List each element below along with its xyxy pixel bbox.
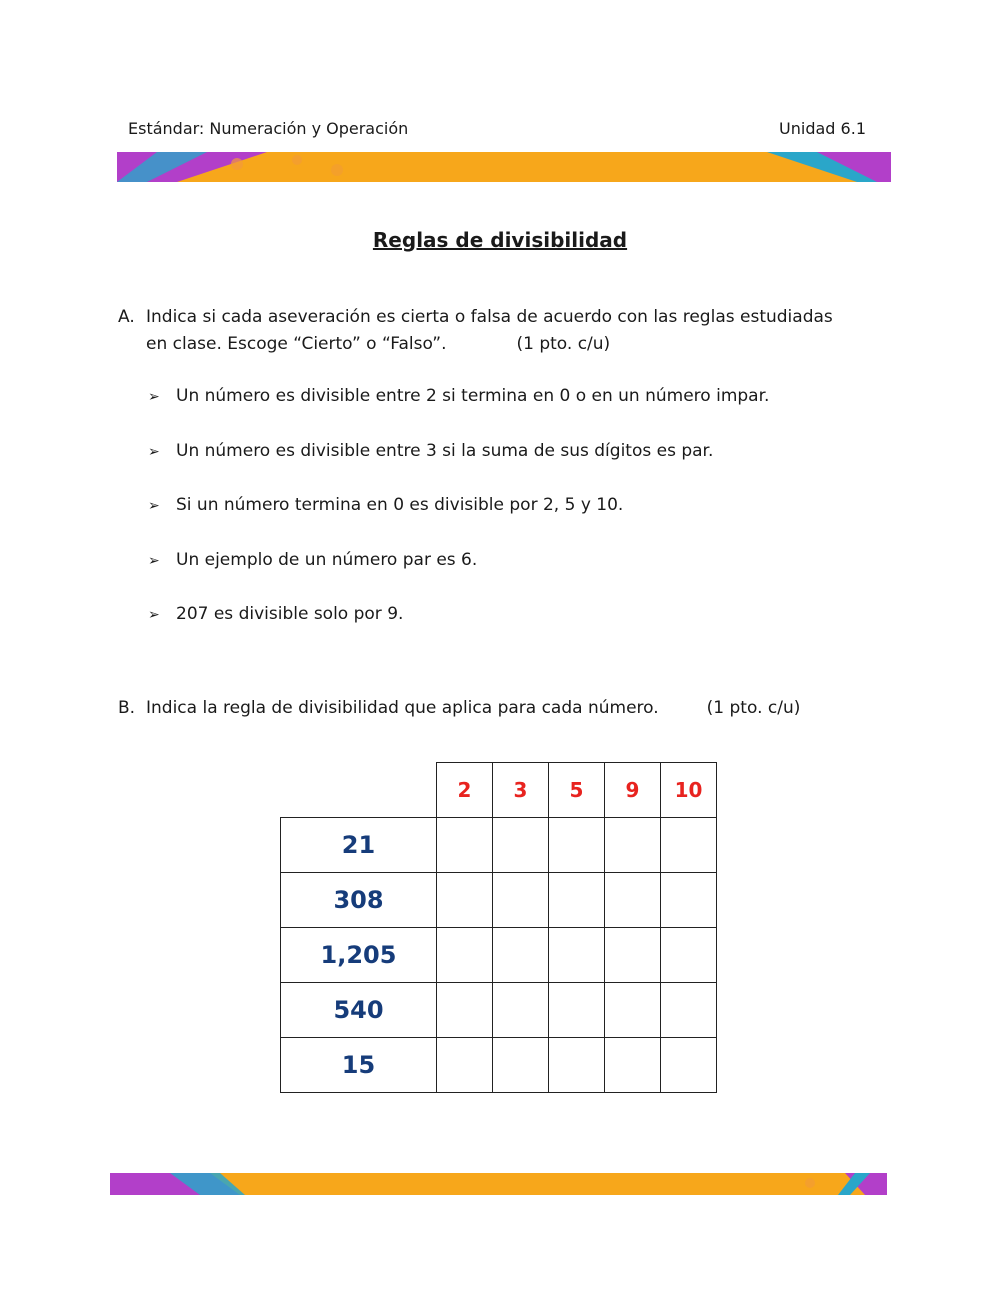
table-row	[281, 1038, 717, 1093]
table-corner	[281, 763, 437, 818]
table-header-row	[281, 763, 717, 818]
answer-cell[interactable]	[661, 928, 717, 983]
list-item	[148, 604, 769, 659]
number-cell: 1,205	[281, 928, 437, 983]
answer-cell[interactable]	[549, 983, 605, 1038]
divisor-header: 9	[605, 763, 661, 818]
statement-text: Un ejemplo de un número par es 6.	[176, 549, 478, 570]
decorative-band-bottom	[110, 1173, 887, 1195]
list-item	[148, 441, 769, 496]
arrow-bullet-icon: ➢	[148, 607, 160, 623]
number-cell: 540	[281, 983, 437, 1038]
answer-cell[interactable]	[605, 873, 661, 928]
divisor-header: 10	[661, 763, 717, 818]
answer-cell[interactable]	[437, 983, 493, 1038]
section-b	[118, 698, 898, 718]
answer-cell[interactable]	[661, 873, 717, 928]
answer-cell[interactable]	[493, 1038, 549, 1093]
list-item	[148, 495, 769, 550]
answer-cell[interactable]	[549, 1038, 605, 1093]
answer-cell[interactable]	[605, 983, 661, 1038]
number-cell: 15	[281, 1038, 437, 1093]
section-a-instruction-1: Indica si cada aseveración es cierta o falsa de acuerdo con las reglas estudiadas	[146, 307, 833, 327]
arrow-bullet-icon: ➢	[148, 552, 160, 569]
statement-list	[148, 386, 769, 659]
divisor-header: 5	[549, 763, 605, 818]
answer-cell[interactable]	[493, 928, 549, 983]
section-b-letter: B.	[118, 698, 136, 718]
section-a-letter: A.	[118, 307, 135, 327]
section-b-instruction: Indica la regla de divisibilidad que aplica para cada número.	[146, 698, 659, 718]
answer-cell[interactable]	[605, 928, 661, 983]
answer-cell[interactable]	[437, 873, 493, 928]
section-a	[118, 304, 898, 358]
statement-text: Si un número termina en 0 es divisible por 2, 5 y 10.	[176, 495, 624, 515]
arrow-bullet-icon: ➢	[148, 498, 160, 514]
list-item	[148, 550, 769, 605]
section-a-instruction-2: en clase. Escoge “Cierto” o “Falso”.	[146, 334, 447, 354]
number-cell: 308	[281, 873, 437, 928]
answer-cell[interactable]	[437, 1038, 493, 1093]
answer-cell[interactable]	[605, 1038, 661, 1093]
list-item	[148, 386, 769, 441]
answer-cell[interactable]	[549, 818, 605, 873]
answer-cell[interactable]	[661, 1038, 717, 1093]
answer-cell[interactable]	[549, 873, 605, 928]
statement-text: Un número es divisible entre 3 si la suma de sus dígitos es par.	[176, 440, 714, 461]
answer-cell[interactable]	[437, 818, 493, 873]
page-title: Reglas de divisibilidad	[372, 228, 628, 252]
table-row	[281, 818, 717, 873]
statement-text: Un número es divisible entre 2 si termina en 0 o en un número impar.	[176, 386, 770, 406]
answer-cell[interactable]	[493, 873, 549, 928]
answer-cell[interactable]	[605, 818, 661, 873]
section-b-points: (1 pto. c/u)	[706, 698, 801, 718]
table-row	[281, 873, 717, 928]
answer-cell[interactable]	[549, 928, 605, 983]
table-row	[281, 928, 717, 983]
answer-cell[interactable]	[493, 983, 549, 1038]
statement-text: 207 es divisible solo por 9.	[176, 604, 404, 624]
answer-cell[interactable]	[661, 818, 717, 873]
decorative-band-top	[117, 152, 891, 182]
answer-cell[interactable]	[437, 928, 493, 983]
answer-cell[interactable]	[661, 983, 717, 1038]
divisor-header: 3	[493, 763, 549, 818]
arrow-bullet-icon: ➢	[148, 389, 160, 405]
arrow-bullet-icon: ➢	[148, 443, 160, 460]
section-a-points: (1 pto. c/u)	[516, 334, 611, 354]
divisor-header: 2	[437, 763, 493, 818]
answer-cell[interactable]	[493, 818, 549, 873]
header-standard: Estándar: Numeración y Operación	[128, 119, 409, 138]
divisibility-table	[280, 762, 717, 1093]
header-unit: Unidad 6.1	[779, 119, 866, 138]
table-row	[281, 983, 717, 1038]
number-cell: 21	[281, 818, 437, 873]
